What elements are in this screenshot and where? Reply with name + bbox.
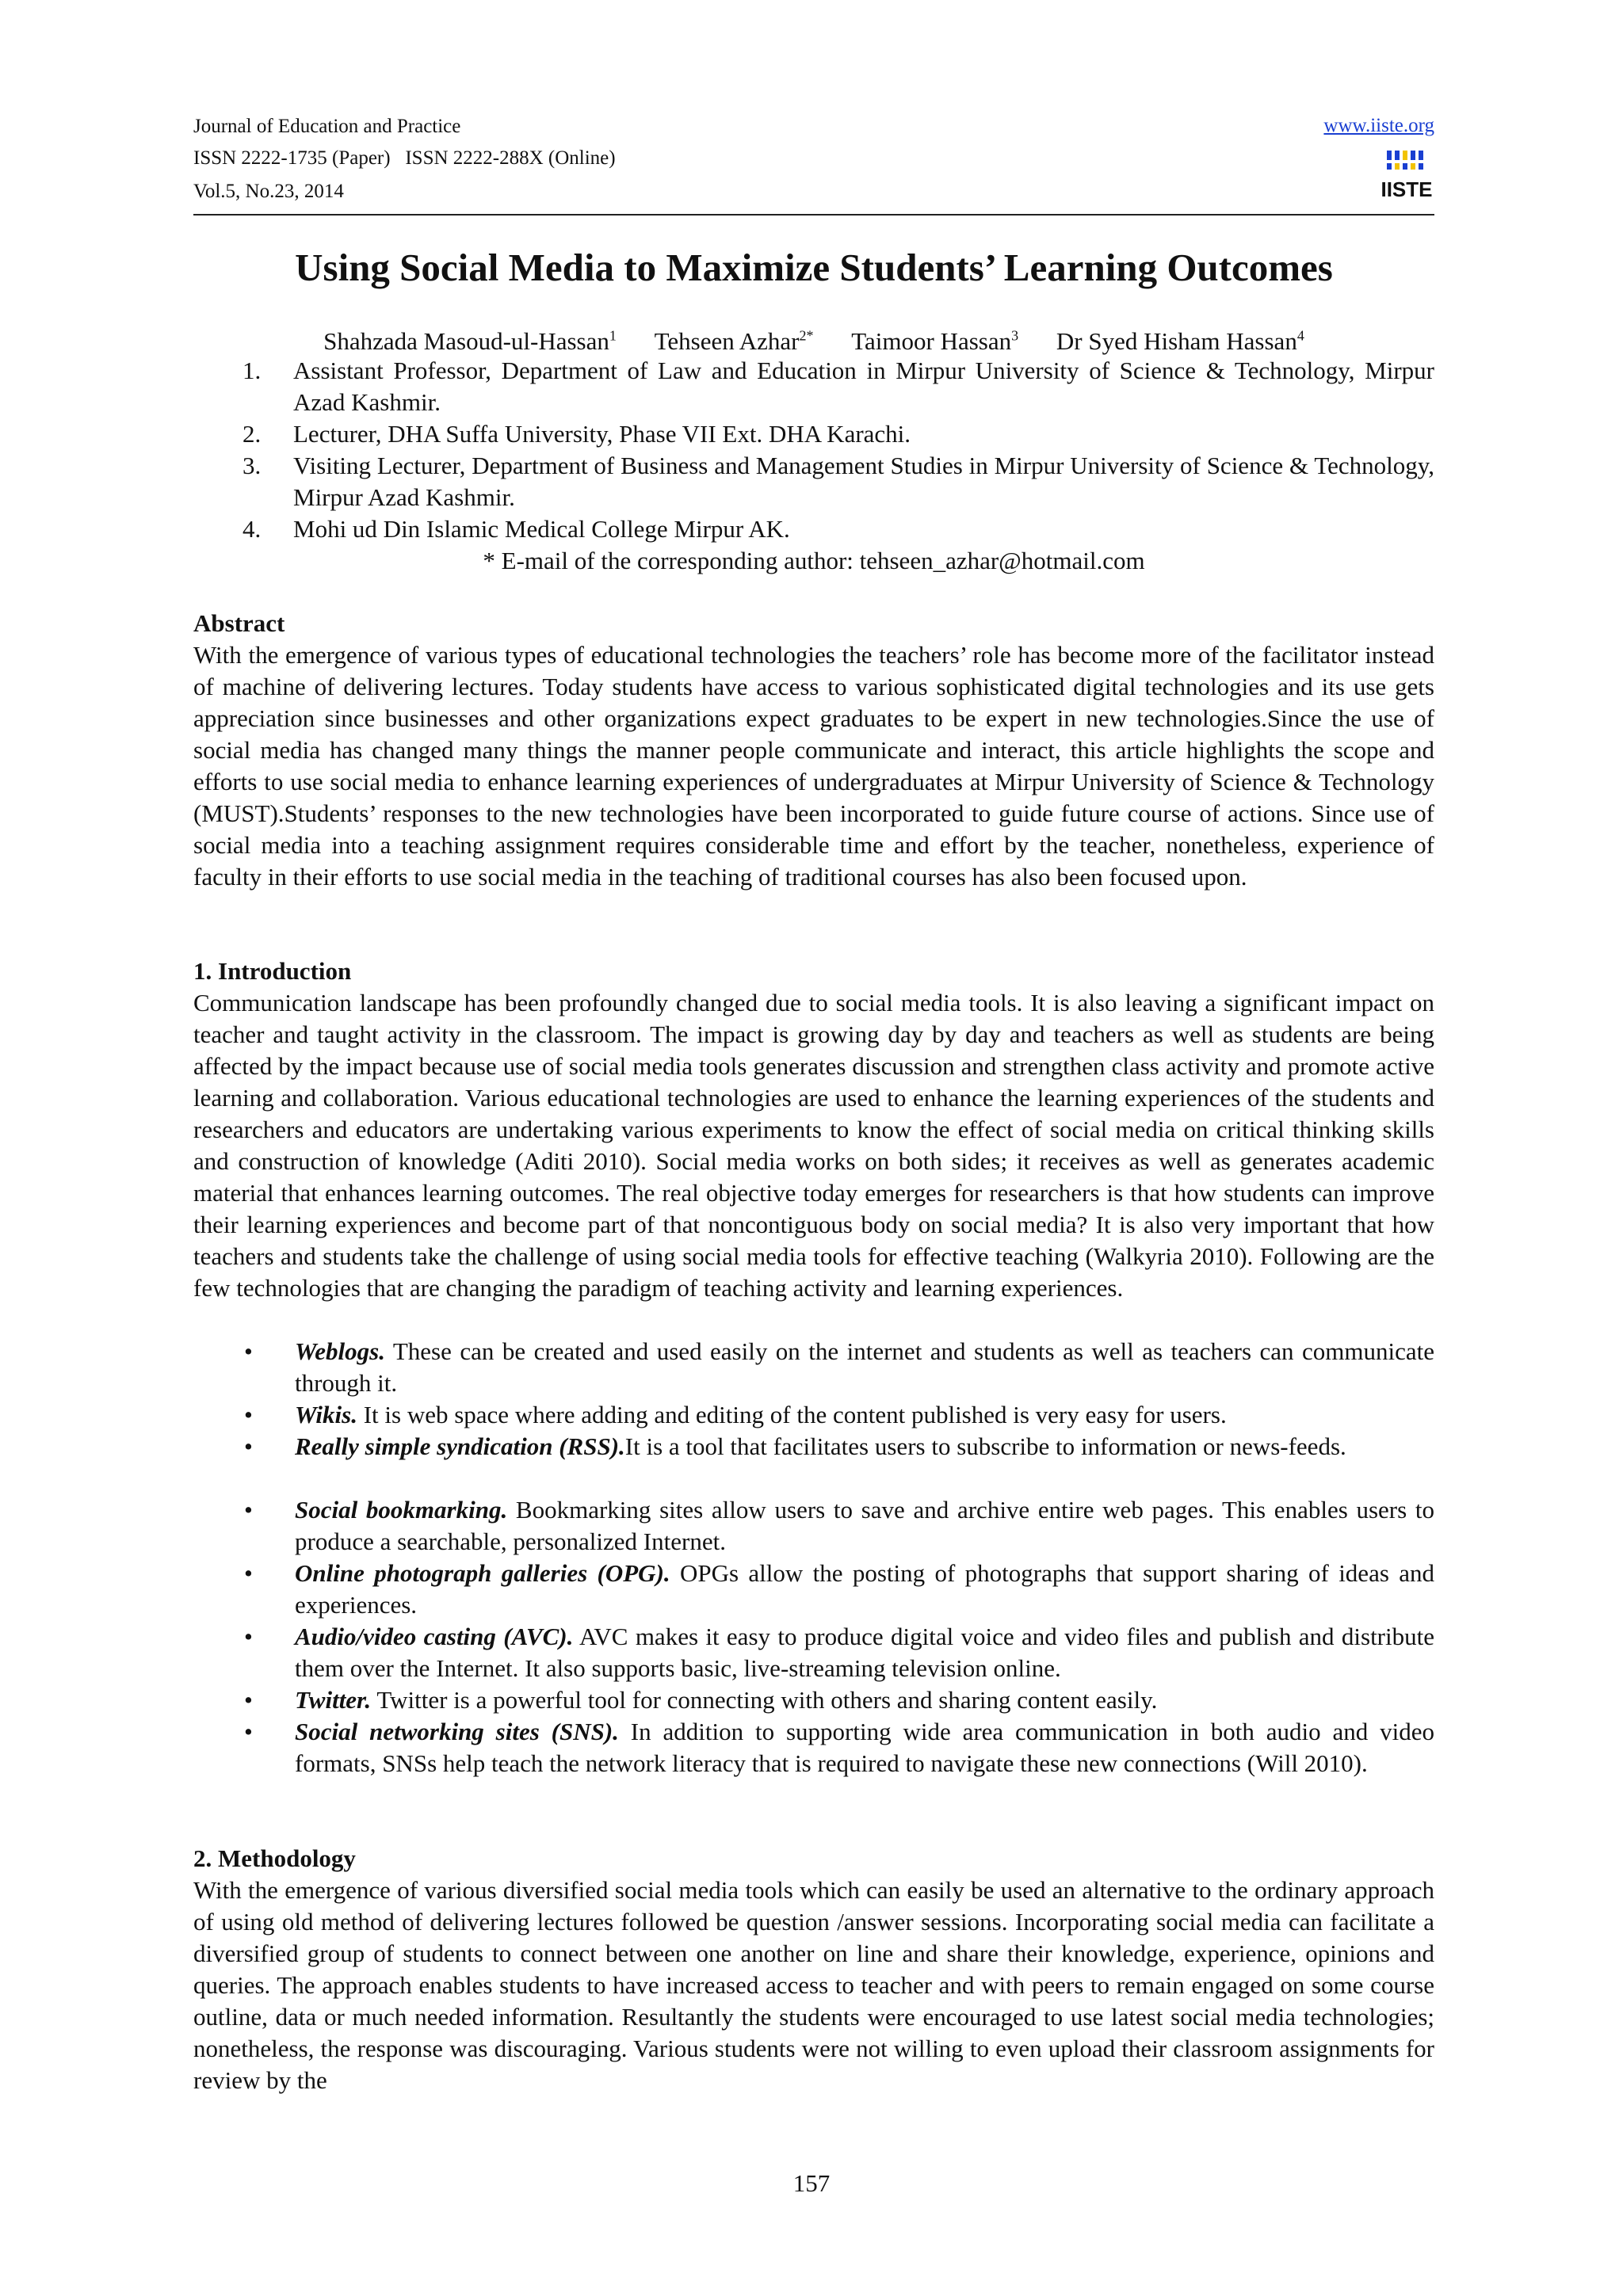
bullet-icon: • — [244, 1432, 253, 1460]
abstract-text: With the emergence of various types of educational technologies the teachers’ role has become more of the facilitator instead of machine of delivering lectures. Today students have access to various sophisticated digital technologies and its use gets appreciation since businesses and other organizations expect graduates to be expert in new technologies.Since the use of social media has changed many things the manner people communicate and interact, this article highlights the scope and efforts to use social media to enhance learning experiences of undergraduates at Mirpur University of Science & Technology (MUST).Students’ responses to the new technologies have been incorporated to guide future course of actions. Since use of social media into a teaching assignment requires considerable time and effort by the teacher, nonetheless, experience of faculty in their efforts to use social media in the teaching of traditional courses has also been focused upon. — [193, 641, 1434, 891]
bullet-icon: • — [244, 1559, 253, 1587]
list-item: • Audio/video casting (AVC). AVC makes it easy to produce digital voice and video files and publish and distribute them over the Internet. It also supports basic, live-streaming television online. — [244, 1623, 1434, 1682]
affiliation: 3. Visiting Lecturer, Department of Business and Management Studies in Mirpur University of Science & Technology, Mirpur Azad Kashmir. — [242, 452, 1434, 511]
list-item: • Wikis. It is web space where adding and editing of the content published is very easy for users. — [244, 1399, 1434, 1431]
bullet-icon: • — [244, 1686, 253, 1714]
abstract-heading: Abstract — [193, 609, 285, 637]
author: Dr Syed Hisham Hassan$^4$ — [1056, 327, 1304, 356]
header-rule — [193, 214, 1434, 215]
list-item: • Twitter. Twitter is a powerful tool for connecting with others and sharing content easily. — [244, 1684, 1434, 1716]
list-item: • Online photograph galleries (OPG). OPGs allow the posting of photographs that support sharing of ideas and experiences. — [244, 1559, 1434, 1619]
affiliation: 2. Lecturer, DHA Suffa University, Phase VII Ext. DHA Karachi. — [242, 420, 911, 448]
introduction-text: Communication landscape has been profoundly changed due to social media tools. It is also leaving a significant impact on teacher and taught activity in the classroom. The impact is growing day by day and teachers as well as students are being affected by the impact because use of social media tools generates discussion and strengthen class activity and promote active learning and collaboration. Various educational technologies are used to enhance the learning experiences of the students and researchers and educators are undertaking various experiments to know the effect of social media on critical thinking skills and construction of knowledge (Aditi 2010). Social media works on both sides; it receives as well as generates academic material that enhances learning outcomes. The real objective today emerges for researchers is that how students can improve their learning experiences and become part of that noncontiguous body on social media? It is also very important that how teachers and students take the challenge of using social media tools for effective teaching (Walkyria 2010). Following are the few technologies that are changing the paradigm of teaching activity and learning experiences. — [193, 989, 1434, 1302]
methodology-heading: 2. Methodology — [193, 1844, 356, 1872]
corresponding-email: * E-mail of the corresponding author: tehseen_azhar@hotmail.com — [483, 547, 1145, 574]
author: Shahzada Masoud-ul-Hassan$^1$ — [323, 327, 617, 356]
author: Taimoor Hassan$^3$ — [851, 327, 1019, 356]
bullet-icon: • — [244, 1337, 253, 1365]
iiste-logo-icon — [1379, 147, 1434, 203]
bullet-icon: • — [244, 1401, 253, 1428]
introduction-heading: 1. Introduction — [193, 957, 352, 985]
methodology-text: With the emergence of various diversified social media tools which can easily be used an alternative to the ordinary approach of using old method of delivering lectures followed be question /answer sessions. Incorporating social media can facilitate a diversified group of students to connect between one another on line and share their knowledge, experience, opinions and queries. The approach enables students to have increased access to teacher and with peers to remain engaged on some course outline, data or much needed information. Resultantly the students were encouraged to use latest social media technologies; nonetheless, the response was discouraging. Various students were not willing to even upload their classroom assignments for review by the — [193, 1876, 1434, 2094]
bullet-icon: • — [244, 1718, 253, 1745]
journal-url-link[interactable]: www.iiste.org — [1323, 115, 1434, 136]
journal-issn: ISSN 2222-1735 (Paper) ISSN 2222-288X (Online) — [193, 147, 616, 169]
affiliation: 1. Assistant Professor, Department of Law and Education in Mirpur University of Science & Technology, Mirpur Azad Kashmir. — [242, 357, 1434, 416]
list-item: • Social bookmarking. Bookmarking sites allow users to save and archive entire web pages. This enables users to produce a searchable, personalized Internet. — [244, 1496, 1434, 1555]
affiliation: 4. Mohi ud Din Islamic Medical College Mirpur AK. — [242, 515, 790, 543]
list-item: • Weblogs. These can be created and used easily on the internet and students as well as teachers can communicate through it. — [244, 1337, 1434, 1397]
paper-title: Using Social Media to Maximize Students’ Learning Outcomes — [295, 246, 1333, 289]
bullet-icon: • — [244, 1496, 253, 1524]
list-item: • Really simple syndication (RSS).It is a tool that facilitates users to subscribe to information or news-feeds. — [244, 1431, 1434, 1463]
page-number: 157 — [792, 2169, 831, 2197]
logo-text: IISTE — [1381, 177, 1433, 201]
journal-volume: Vol.5, No.23, 2014 — [193, 181, 344, 202]
bullet-icon: • — [244, 1623, 253, 1650]
author-list — [193, 320, 1434, 357]
author: Tehseen Azhar$^{2*}$ — [654, 327, 814, 356]
list-item: • Social networking sites (SNS). In addition to supporting wide area communication in both audio and video formats, SNSs help teach the network literacy that is required to navigate these new connections (Will 2010). — [244, 1718, 1435, 1777]
journal-name: Journal of Education and Practice — [193, 116, 461, 137]
